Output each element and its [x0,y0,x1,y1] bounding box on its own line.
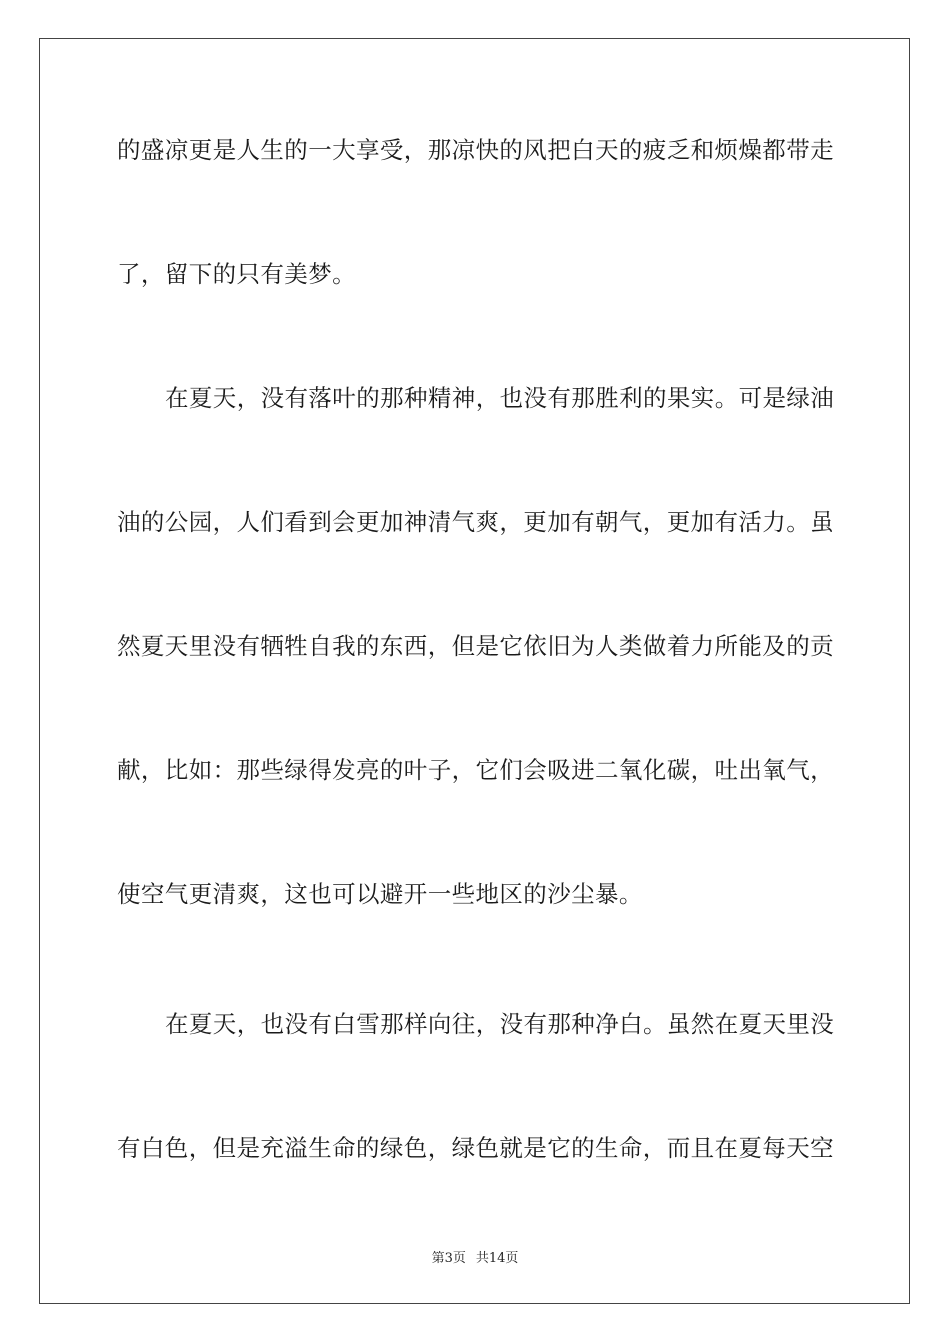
text-line: 油的公园，人们看到会更加神清气爽，更加有朝气，更加有活力。虽 [117,508,834,536]
page-footer [0,1247,950,1266]
text-line: 献，比如：那些绿得发亮的叶子，它们会吸进二氧化碳，吐出氧气， [117,756,834,784]
text-line: 有白色，但是充溢生命的绿色，绿色就是它的生命，而且在夏每天空 [117,1134,834,1162]
text-line: 在夏天，没有落叶的那种精神，也没有那胜利的果实。可是绿油 [165,384,835,412]
page-number: 第3页 [431,1251,466,1266]
page-border [39,38,910,1304]
page-total: 共14页 [475,1251,519,1266]
text-line: 了，留下的只有美梦。 [117,260,356,288]
text-line: 的盛凉更是人生的一大享受，那凉快的风把白天的疲乏和烦燥都带走 [117,136,834,164]
text-line: 然夏天里没有牺牲自我的东西，但是它依旧为人类做着力所能及的贡 [117,632,834,660]
text-line: 在夏天，也没有白雪那样向往，没有那种净白。虽然在夏天里没 [165,1010,835,1038]
text-line: 使空气更清爽，这也可以避开一些地区的沙尘暴。 [117,880,643,908]
